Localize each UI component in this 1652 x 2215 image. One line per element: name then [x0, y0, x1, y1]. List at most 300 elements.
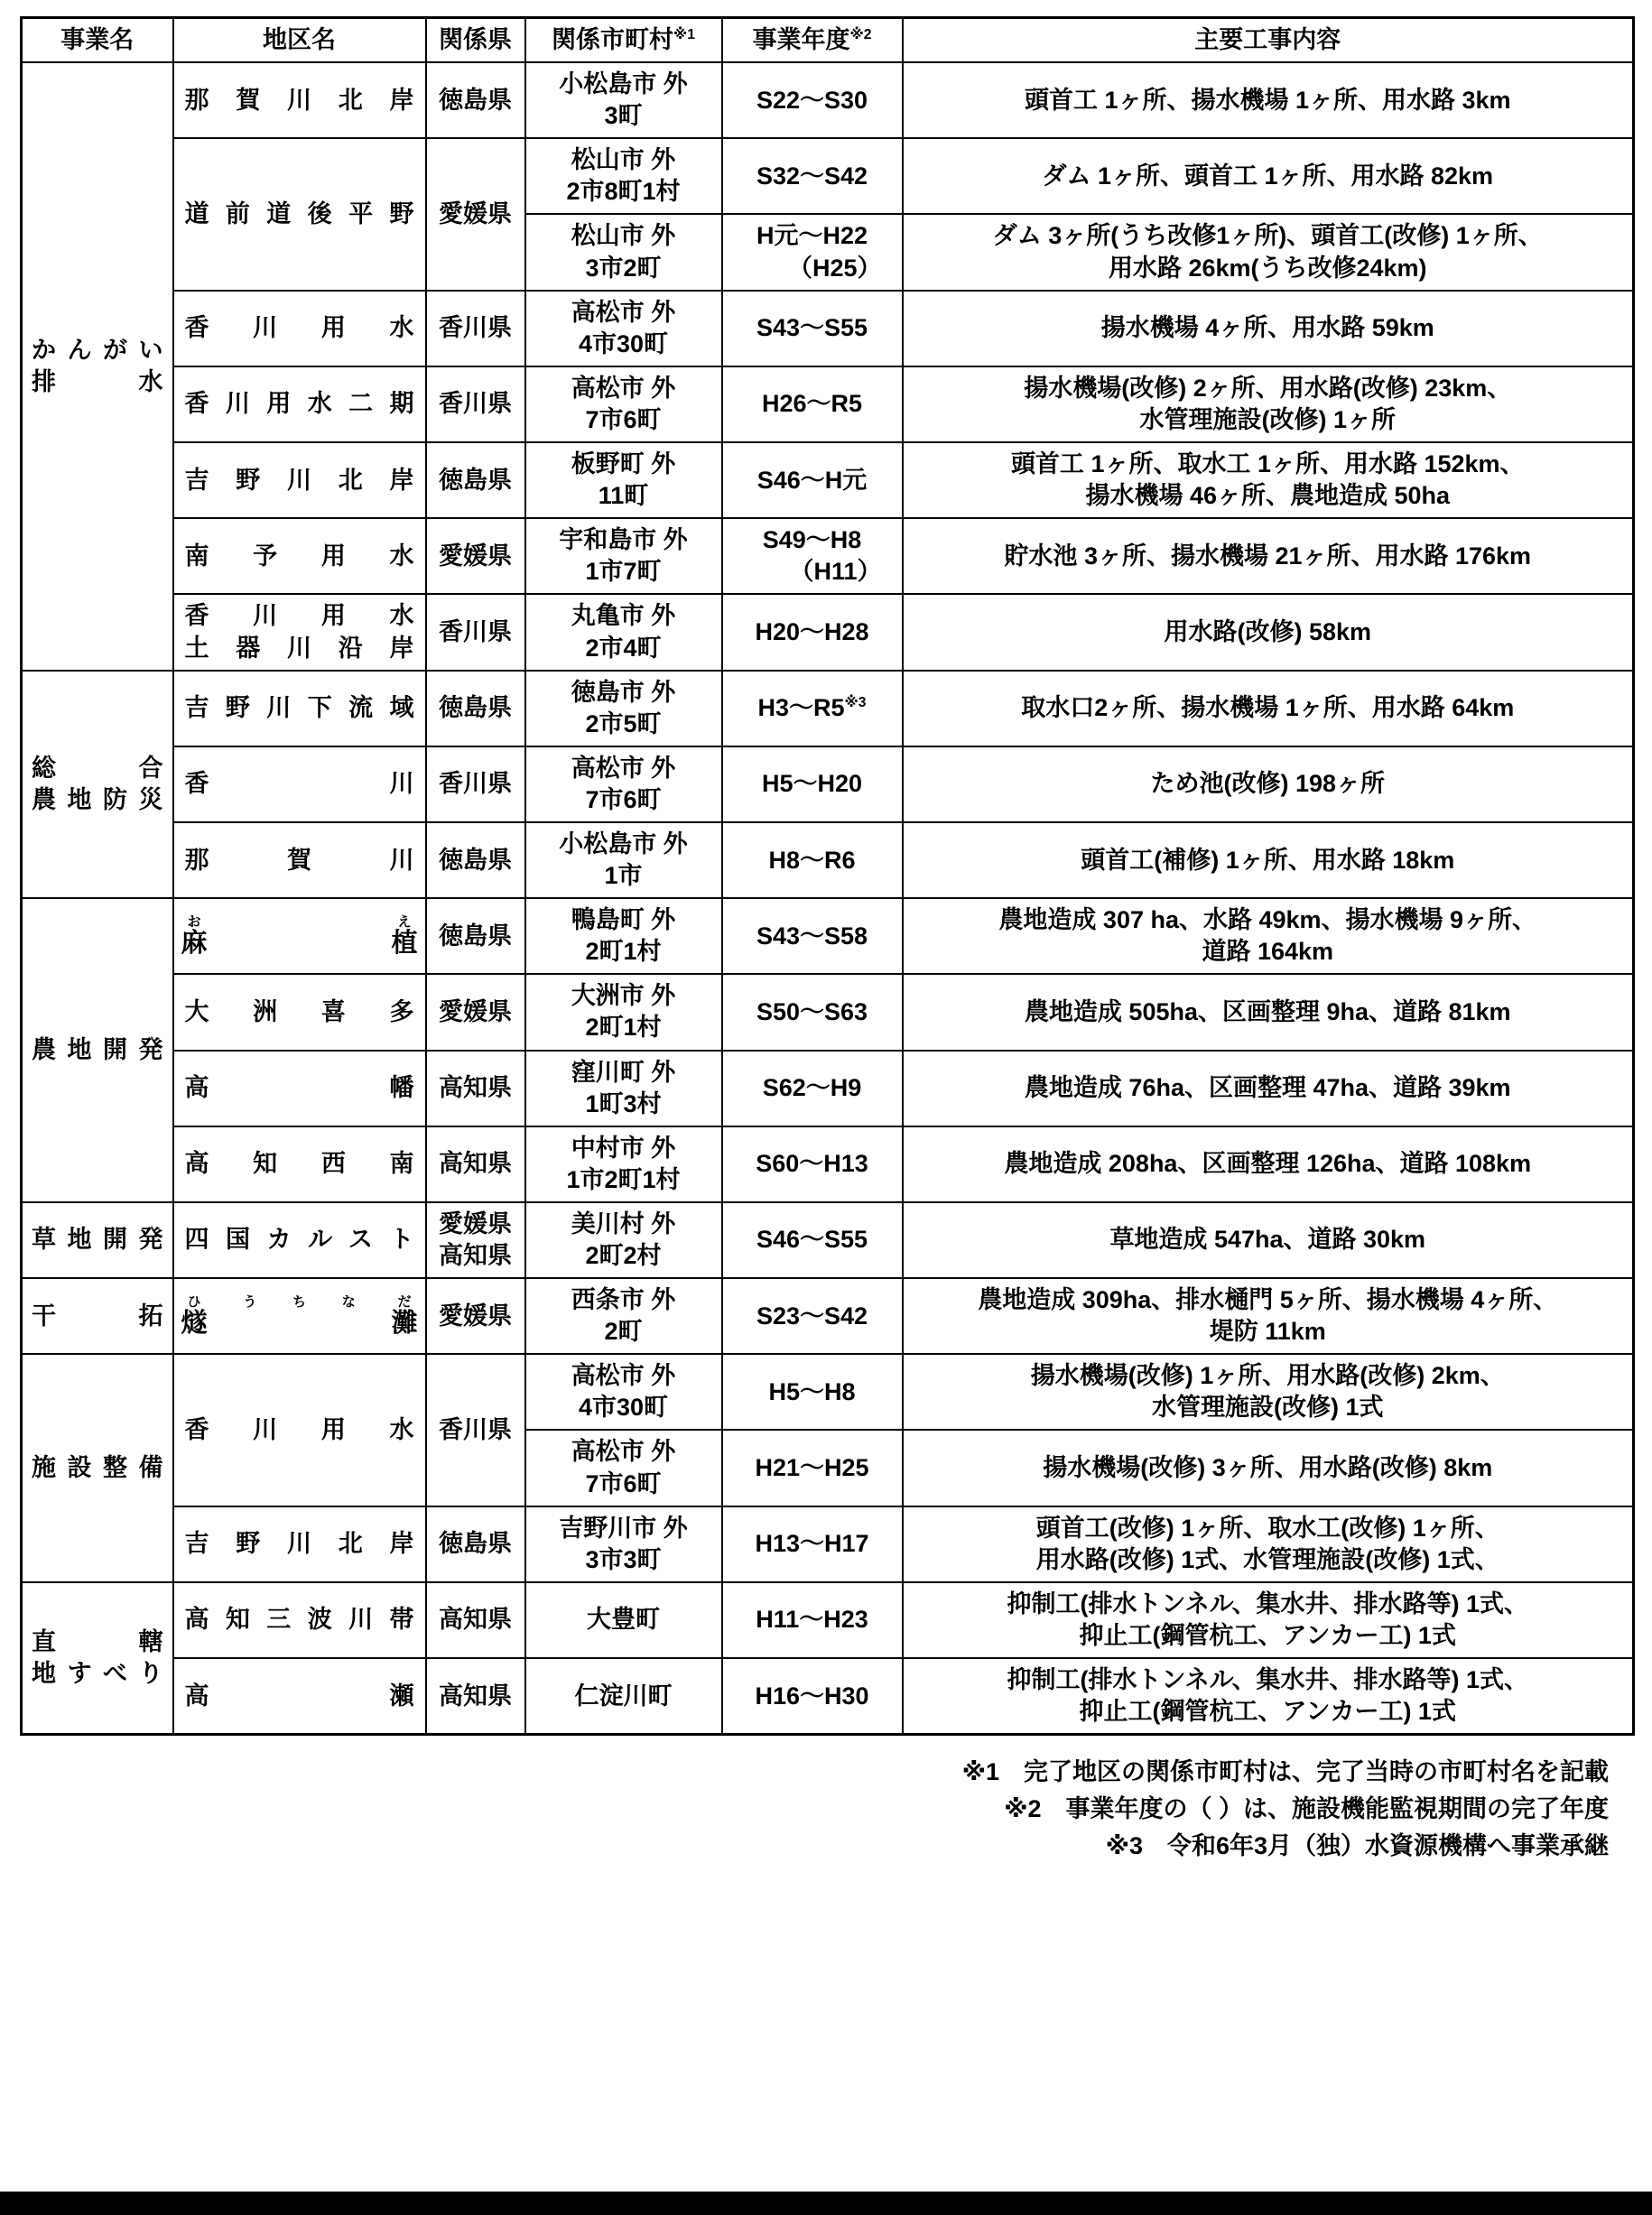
footnote-mark-2: ※2 — [849, 27, 872, 42]
fiscal-year-line-1: S46〜S55 — [756, 1226, 868, 1254]
main-works-line-1: 揚水機場(改修) 1ヶ所、用水路(改修) 2km、 — [1030, 1362, 1505, 1390]
cell-fiscal-years — [722, 1278, 903, 1354]
main-works-line-2: 用水路(改修) 1式、水管理施設(改修) 1式、 — [1035, 1545, 1499, 1573]
cell-district-name — [173, 1278, 426, 1354]
footnote-3: ※3 令和6年3月（独）水資源機構へ事業承継 — [1105, 1832, 1609, 1860]
fiscal-year-monitoring-end: （H11） — [789, 558, 882, 586]
footnote-2: ※2 事業年度の（ ）は、施設機能監視期間の完了年度 — [1004, 1795, 1609, 1823]
header-label-nendo: 事業年度 — [752, 26, 850, 53]
municipality-line-1: 中村市 外 — [571, 1134, 676, 1162]
prefecture-line-2: 高知県 — [439, 1242, 512, 1269]
cell-prefecture — [426, 594, 525, 670]
ruby-annotation: な — [341, 1293, 356, 1310]
municipality-line-2: 4市30町 — [578, 1394, 669, 1422]
main-works-line-1: 揚水機場(改修) 3ヶ所、用水路(改修) 8km — [1043, 1454, 1493, 1482]
fiscal-year-line-1: H5〜H8 — [768, 1377, 856, 1405]
fiscal-year-line-1: S43〜S55 — [756, 314, 868, 342]
prefecture-text: 徳島県 — [439, 86, 512, 114]
municipality-line-1: 美川村 外 — [571, 1209, 676, 1237]
prefecture-text: 高知県 — [439, 1606, 512, 1634]
cell-main-works — [903, 974, 1634, 1050]
fiscal-year-line-1: H21〜H25 — [755, 1454, 869, 1482]
cell-fiscal-years — [722, 1506, 903, 1582]
cell-prefecture — [426, 291, 525, 366]
cell-municipalities — [525, 138, 722, 214]
district-name-text: 道前道後平野 — [184, 199, 414, 227]
cell-municipalities — [525, 62, 722, 138]
ruby-unit — [342, 1295, 356, 1338]
cell-municipalities — [525, 1506, 722, 1582]
fiscal-year-line-1: S22〜S30 — [756, 86, 868, 114]
main-works-line-2: 道路 164km — [1202, 938, 1334, 966]
cell-municipalities — [525, 1126, 722, 1202]
ruby-base — [243, 1310, 256, 1337]
municipality-line-1: 仁淀川町 — [574, 1682, 673, 1710]
main-works-line-1: 農地造成 307 ha、水路 49km、揚水機場 9ヶ所、 — [998, 906, 1537, 934]
cell-prefecture — [426, 822, 525, 898]
main-works-line-2: 水管理施設(改修) 1式 — [1152, 1394, 1384, 1422]
ruby-base: 燧 — [181, 1309, 208, 1339]
municipality-line-2: 3町 — [604, 102, 643, 130]
district-name-text: 吉野川北岸 — [184, 466, 414, 494]
district-name-line-1: 香川用水 — [184, 602, 414, 630]
fiscal-year-line-1: H5〜H20 — [761, 770, 863, 798]
footnotes-block — [20, 1754, 1632, 1865]
ruby-base — [342, 1310, 356, 1337]
municipality-line-1: 宇和島市 外 — [559, 526, 688, 554]
main-works-line-2: 堤防 11km — [1209, 1318, 1326, 1346]
category-label-line-2: 地すべり — [32, 1660, 163, 1688]
prefecture-text: 愛媛県 — [439, 542, 512, 570]
table-body — [22, 62, 1634, 1735]
prefecture-text: 香川県 — [439, 770, 512, 798]
cell-district-name — [173, 518, 426, 594]
fiscal-year-line-1: S49〜H8 — [762, 526, 862, 554]
district-name-with-ruby — [181, 915, 418, 958]
cell-fiscal-years — [722, 366, 903, 442]
prefecture-text: 愛媛県 — [439, 1302, 512, 1330]
municipality-line-2: 3市2町 — [585, 254, 662, 282]
cell-district-name — [173, 594, 426, 670]
municipality-line-1: 大洲市 外 — [571, 982, 676, 1010]
cell-fiscal-years — [722, 442, 903, 518]
municipality-line-1: 徳島市 外 — [571, 678, 676, 706]
municipality-line-1: 窪川町 外 — [571, 1058, 676, 1086]
municipality-line-2: 2町 — [604, 1318, 643, 1346]
district-name-text: 南予用水 — [184, 542, 414, 570]
cell-fiscal-years — [722, 1354, 903, 1430]
table-row — [22, 1202, 1634, 1278]
table-row — [22, 746, 1634, 822]
cell-main-works — [903, 1430, 1634, 1506]
cell-municipalities — [525, 898, 722, 974]
prefecture-line-1: 愛媛県 — [439, 1209, 512, 1237]
cell-district-name — [173, 1202, 426, 1278]
prefecture-text: 香川県 — [439, 314, 512, 342]
municipality-line-1: 小松島市 外 — [559, 70, 688, 98]
category-label-line-2: 農地防災 — [32, 785, 163, 813]
district-name-text: 大洲喜多 — [184, 997, 414, 1025]
district-name-text: 高瀬 — [184, 1682, 414, 1710]
header-cell-chiku — [173, 18, 426, 63]
municipality-line-1: 吉野川市 外 — [559, 1514, 688, 1542]
main-works-line-1: 頭首工(補修) 1ヶ所、用水路 18km — [1081, 846, 1455, 874]
table-row — [22, 974, 1634, 1050]
prefecture-text: 徳島県 — [439, 694, 512, 722]
prefecture-text: 高知県 — [439, 1682, 512, 1710]
cell-municipalities — [525, 1278, 722, 1354]
main-works-line-1: 農地造成 76ha、区画整理 47ha、道路 39km — [1024, 1074, 1511, 1102]
header-cell-shichoson — [525, 18, 722, 63]
cell-district-name — [173, 1126, 426, 1202]
cell-category-sogo-noti-bosai — [22, 671, 173, 899]
municipality-line-2: 2市8町1村 — [566, 178, 681, 206]
main-works-line-1: 頭首工 1ヶ所、取水工 1ヶ所、用水路 152km、 — [1010, 450, 1525, 478]
cell-fiscal-years — [722, 1202, 903, 1278]
cell-municipalities — [525, 1658, 722, 1735]
cell-municipalities — [525, 518, 722, 594]
fiscal-year-line-1: S32〜S42 — [756, 162, 868, 190]
cell-category-souchi-kaihatsu — [22, 1202, 173, 1278]
district-name-text: 吉野川北岸 — [184, 1530, 414, 1558]
main-works-line-2: 揚水機場 46ヶ所、農地造成 50ha — [1085, 482, 1451, 510]
cell-main-works — [903, 822, 1634, 898]
cell-prefecture — [426, 366, 525, 442]
cell-municipalities — [525, 366, 722, 442]
main-works-line-1: ダム 3ヶ所(うち改修1ヶ所)、頭首工(改修) 1ヶ所、 — [992, 222, 1543, 250]
cell-fiscal-years — [722, 1430, 903, 1506]
cell-prefecture — [426, 1126, 525, 1202]
table-row — [22, 1051, 1634, 1126]
municipality-line-1: 大豊町 — [587, 1606, 660, 1634]
main-works-line-1: 頭首工(改修) 1ヶ所、取水工(改修) 1ヶ所、 — [1035, 1514, 1499, 1542]
municipality-line-2: 2市5町 — [585, 709, 662, 737]
cell-main-works — [903, 1051, 1634, 1126]
cell-main-works — [903, 1658, 1634, 1735]
ruby-unit — [243, 1295, 256, 1338]
cell-municipalities — [525, 594, 722, 670]
cell-category-chokkatsu-jisuberi — [22, 1582, 173, 1735]
ruby-unit — [292, 1295, 306, 1338]
main-works-line-1: 草地造成 547ha、道路 30km — [1109, 1226, 1426, 1254]
district-name-with-ruby — [181, 1295, 418, 1338]
cell-prefecture — [426, 746, 525, 822]
municipality-line-2: 3市3町 — [585, 1545, 662, 1573]
cell-main-works — [903, 1126, 1634, 1202]
cell-category-kangai-haisui — [22, 62, 173, 671]
cell-prefecture — [426, 974, 525, 1050]
cell-prefecture — [426, 1582, 525, 1658]
table-row — [22, 1506, 1634, 1582]
header-cell-ken — [426, 18, 525, 63]
fiscal-year-line-1: S50〜S63 — [756, 997, 868, 1025]
ruby-annotation: ち — [292, 1293, 307, 1310]
footnote-mark-3: ※3 — [844, 695, 867, 711]
table-row — [22, 1126, 1634, 1202]
main-works-line-2: 抑止工(鋼管杭工、アンカー工) 1式 — [1079, 1698, 1456, 1726]
main-works-line-1: 用水路(改修) 58km — [1164, 617, 1372, 645]
fiscal-year-line-1: S23〜S42 — [756, 1302, 868, 1330]
prefecture-text: 香川県 — [439, 390, 512, 418]
main-works-line-1: 農地造成 505ha、区画整理 9ha、道路 81km — [1024, 997, 1511, 1025]
prefecture-text: 徳島県 — [439, 922, 512, 950]
municipality-line-2: 1市7町 — [585, 558, 662, 586]
category-label-line-1: 農地開発 — [32, 1035, 163, 1063]
main-works-line-1: 農地造成 208ha、区画整理 126ha、道路 108km — [1004, 1150, 1532, 1178]
ruby-unit — [392, 1295, 418, 1338]
municipality-line-2: 1町3村 — [585, 1089, 662, 1117]
cell-fiscal-years — [722, 822, 903, 898]
table-row — [22, 822, 1634, 898]
main-works-line-1: 抑制工(排水トンネル、集水井、排水路等) 1式、 — [1007, 1589, 1529, 1617]
ruby-base — [292, 1310, 306, 1337]
main-works-line-2: 水管理施設(改修) 1ヶ所 — [1139, 405, 1396, 433]
cell-municipalities — [525, 1430, 722, 1506]
cell-fiscal-years — [722, 518, 903, 594]
cell-fiscal-years — [722, 291, 903, 366]
cell-district-name — [173, 671, 426, 746]
main-works-line-1: 頭首工 1ヶ所、揚水機場 1ヶ所、用水路 3km — [1024, 86, 1511, 114]
cell-municipalities — [525, 1051, 722, 1126]
header-cell-naiyo — [903, 18, 1634, 63]
municipality-line-1: 丸亀市 外 — [571, 602, 676, 630]
fiscal-year-line-1: S43〜S58 — [756, 922, 868, 950]
main-works-line-2: 用水路 26km(うち改修24km) — [1108, 254, 1427, 282]
ruby-unit — [181, 1295, 208, 1338]
cell-municipalities — [525, 746, 722, 822]
municipality-line-2: 11町 — [598, 482, 649, 510]
prefecture-text: 愛媛県 — [439, 199, 512, 227]
municipality-line-2: 7市6町 — [585, 1469, 662, 1497]
main-works-line-1: 抑制工(排水トンネル、集水井、排水路等) 1式、 — [1007, 1666, 1529, 1694]
cell-district-name — [173, 62, 426, 138]
district-name-text: 香川用水 — [184, 1415, 414, 1443]
fiscal-year-monitoring-end: （H25） — [787, 254, 882, 282]
district-name-text: 高知西南 — [184, 1150, 414, 1178]
municipality-line-1: 小松島市 外 — [559, 829, 688, 857]
ruby-annotation: ひ — [187, 1293, 201, 1310]
cell-municipalities — [525, 442, 722, 518]
cell-district-name — [173, 898, 426, 974]
footnote-mark-1: ※1 — [673, 27, 695, 42]
cell-district-name — [173, 138, 426, 290]
municipality-line-2: 2町1村 — [585, 938, 662, 966]
cell-main-works — [903, 1582, 1634, 1658]
cell-category-shisetsu-seibi — [22, 1354, 173, 1582]
table-row — [22, 291, 1634, 366]
cell-prefecture — [426, 442, 525, 518]
cell-prefecture — [426, 1278, 525, 1354]
category-label-line-1: 干 拓 — [32, 1302, 163, 1330]
prefecture-text: 徳島県 — [439, 846, 512, 874]
municipality-line-2: 2町2村 — [585, 1242, 662, 1269]
header-label-naiyo: 主要工事内容 — [1194, 26, 1341, 53]
cell-main-works — [903, 366, 1634, 442]
cell-main-works — [903, 214, 1634, 290]
cell-municipalities — [525, 822, 722, 898]
municipality-line-1: 松山市 外 — [571, 222, 676, 250]
header-label-shichoson: 関係市町村 — [552, 26, 674, 53]
cell-category-noti-kaihatsu — [22, 898, 173, 1202]
cell-main-works — [903, 1354, 1634, 1430]
fiscal-year-line-1: H8〜R6 — [768, 846, 856, 874]
ruby-unit — [391, 915, 417, 958]
category-label-line-1: かんがい — [32, 336, 163, 364]
municipality-line-2: 7市6町 — [585, 785, 662, 813]
municipality-line-2: 1市2町1村 — [566, 1165, 681, 1193]
cell-district-name — [173, 1658, 426, 1735]
prefecture-text: 徳島県 — [439, 1530, 512, 1558]
cell-main-works — [903, 442, 1634, 518]
header-cell-jigyo — [22, 18, 173, 63]
table-row — [22, 1354, 1634, 1430]
table-row — [22, 62, 1634, 138]
municipality-line-2: 4市30町 — [578, 329, 669, 357]
municipality-line-1: 高松市 外 — [571, 298, 676, 326]
ruby-base: 麻 — [181, 929, 208, 959]
cell-municipalities — [525, 214, 722, 290]
table-row — [22, 594, 1634, 670]
table-row — [22, 442, 1634, 518]
municipality-line-1: 西条市 外 — [571, 1286, 676, 1314]
cell-prefecture — [426, 138, 525, 290]
district-name-text: 香川用水 — [184, 314, 414, 342]
cell-main-works — [903, 671, 1634, 746]
municipality-line-1: 高松市 外 — [571, 374, 676, 402]
municipality-line-1: 高松市 外 — [571, 1362, 676, 1390]
ruby-annotation: う — [243, 1293, 257, 1310]
cell-district-name — [173, 366, 426, 442]
cell-prefecture — [426, 898, 525, 974]
municipality-line-2: 2町1村 — [585, 1014, 662, 1042]
fiscal-year-line-1: S46〜H元 — [756, 466, 868, 494]
prefecture-text: 香川県 — [439, 1415, 512, 1443]
cell-main-works — [903, 138, 1634, 214]
municipality-line-1: 高松市 外 — [571, 754, 676, 782]
cell-prefecture — [426, 1506, 525, 1582]
cell-municipalities — [525, 1354, 722, 1430]
cell-main-works — [903, 62, 1634, 138]
prefecture-text: 徳島県 — [439, 466, 512, 494]
table-row — [22, 1582, 1634, 1658]
ruby-annotation: え — [397, 913, 412, 930]
cell-prefecture — [426, 1354, 525, 1506]
cell-main-works — [903, 746, 1634, 822]
district-name-line-2: 土器川沿岸 — [184, 634, 414, 662]
cell-municipalities — [525, 291, 722, 366]
district-name-text: 高幡 — [184, 1074, 414, 1102]
cell-district-name — [173, 974, 426, 1050]
cell-main-works — [903, 291, 1634, 366]
ruby-unit — [181, 915, 208, 958]
cell-fiscal-years — [722, 1051, 903, 1126]
fiscal-year-line-1: H26〜R5 — [761, 390, 863, 418]
ruby-annotation: だ — [397, 1293, 412, 1310]
district-name-text: 那賀川北岸 — [184, 86, 414, 114]
cell-fiscal-years — [722, 746, 903, 822]
project-summary-table — [20, 16, 1635, 1736]
cell-fiscal-years — [722, 214, 903, 290]
table-row — [22, 1658, 1634, 1735]
municipality-line-1: 高松市 外 — [571, 1438, 676, 1466]
cell-fiscal-years — [722, 1658, 903, 1735]
table-row — [22, 366, 1634, 442]
municipality-line-1: 板野町 外 — [571, 450, 676, 478]
district-name-text: 四国カルスト — [184, 1226, 414, 1254]
fiscal-year-line-1: H元〜H22 — [756, 222, 868, 250]
main-works-line-1: ダム 1ヶ所、頭首工 1ヶ所、用水路 82km — [1042, 162, 1494, 190]
table-row — [22, 518, 1634, 594]
municipality-line-2: 7市6町 — [585, 405, 662, 433]
fiscal-year-line-1: H16〜H30 — [755, 1682, 869, 1710]
cell-fiscal-years — [722, 671, 903, 746]
main-works-line-1: ため池(改修) 198ヶ所 — [1150, 770, 1386, 798]
footnote-1: ※1 完了地区の関係市町村は、完了当時の市町村名を記載 — [961, 1758, 1609, 1786]
district-name-text: 香川 — [184, 770, 414, 798]
cell-main-works — [903, 518, 1634, 594]
prefecture-text: 高知県 — [439, 1074, 512, 1102]
cell-prefecture — [426, 671, 525, 746]
fiscal-year-line-1: H3〜R5$^{※3}$ — [757, 694, 867, 722]
cell-fiscal-years — [722, 138, 903, 214]
category-label-line-1: 総 合 — [32, 754, 163, 782]
district-name-text: 那賀川 — [184, 846, 414, 874]
district-name-text: 吉野川下流域 — [184, 694, 414, 722]
category-label-line-1: 草地開発 — [32, 1226, 163, 1254]
cell-main-works — [903, 898, 1634, 974]
cell-district-name — [173, 1051, 426, 1126]
table-row — [22, 671, 1634, 746]
cell-fiscal-years — [722, 62, 903, 138]
main-works-line-1: 取水口2ヶ所、揚水機場 1ヶ所、用水路 64km — [1021, 694, 1515, 722]
main-works-line-2: 抑止工(鋼管杭工、アンカー工) 1式 — [1079, 1621, 1456, 1649]
prefecture-text: 高知県 — [439, 1150, 512, 1178]
cell-fiscal-years — [722, 1126, 903, 1202]
page-footer-bar — [0, 2192, 1652, 2215]
cell-municipalities — [525, 974, 722, 1050]
fiscal-year-line-1: H20〜H28 — [755, 617, 869, 645]
municipality-line-1: 松山市 外 — [571, 146, 676, 174]
district-name-text: 高知三波川帯 — [184, 1606, 414, 1634]
cell-main-works — [903, 1202, 1634, 1278]
cell-prefecture — [426, 1658, 525, 1735]
cell-district-name — [173, 1582, 426, 1658]
municipality-line-2: 2市4町 — [585, 634, 662, 662]
cell-category-kantaku — [22, 1278, 173, 1354]
prefecture-text: 香川県 — [439, 617, 512, 645]
cell-main-works — [903, 594, 1634, 670]
main-works-line-1: 農地造成 309ha、排水樋門 5ヶ所、揚水機場 4ヶ所、 — [978, 1286, 1558, 1314]
cell-prefecture — [426, 1051, 525, 1126]
main-works-line-1: 揚水機場(改修) 2ヶ所、用水路(改修) 23km、 — [1024, 374, 1512, 402]
fiscal-year-line-1: S60〜H13 — [756, 1150, 868, 1178]
cell-fiscal-years — [722, 974, 903, 1050]
cell-prefecture — [426, 62, 525, 138]
main-works-line-1: 貯水池 3ヶ所、揚水機場 21ヶ所、用水路 176km — [1004, 542, 1532, 570]
cell-municipalities — [525, 1202, 722, 1278]
header-cell-nendo — [722, 18, 903, 63]
header-label-chiku: 地区名 — [263, 26, 336, 53]
ruby-base: 灘 — [391, 1309, 418, 1339]
municipality-line-2: 1市 — [604, 862, 643, 890]
cell-main-works — [903, 1506, 1634, 1582]
category-label-line-1: 施設整備 — [32, 1454, 163, 1482]
cell-fiscal-years — [722, 898, 903, 974]
table-row — [22, 138, 1634, 214]
category-label-line-1: 直 轄 — [32, 1627, 163, 1655]
cell-district-name — [173, 1354, 426, 1506]
district-name-text: 香川用水二期 — [184, 390, 414, 418]
